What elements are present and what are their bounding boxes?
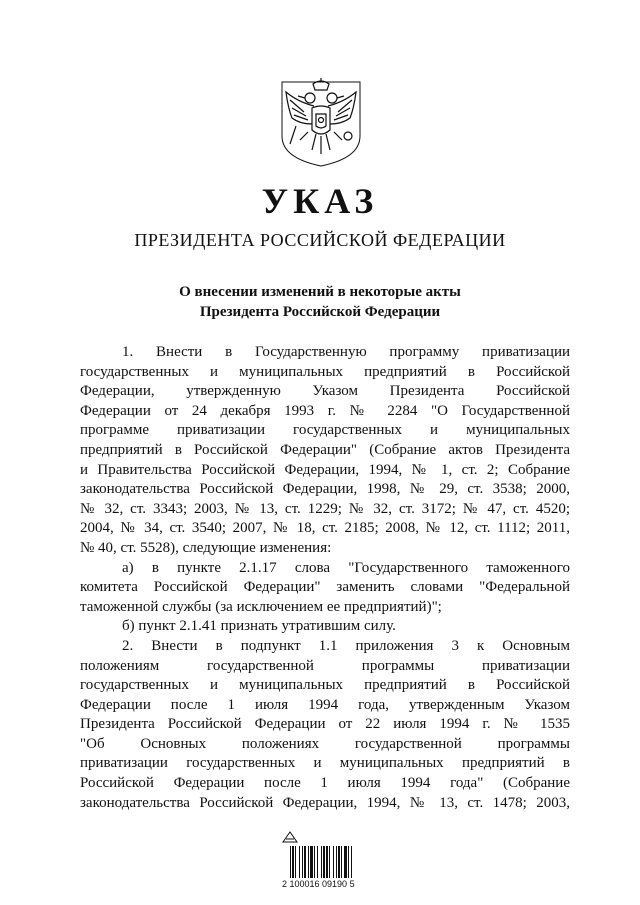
body-line: б) пункт 2.1.41 признать утратившим силу. — [122, 618, 396, 635]
barcode-bar — [326, 846, 328, 878]
body-line: 2004, № 34, ст. 3540; 2007, № 18, ст. 2185; 2008, № 12, ст. 1112; 2011, — [80, 520, 570, 537]
barcode-bar — [302, 846, 303, 878]
body-line: положениям государственной программы приватизации — [80, 657, 570, 674]
barcode-bar — [299, 846, 300, 878]
barcode-bar — [314, 846, 315, 878]
body-line: а) в пункте 2.1.17 слова "Государственного таможенного — [122, 559, 570, 576]
body-line: Президента Российской Федерации от 22 июля 1994 г. № 1535 — [80, 716, 570, 733]
barcode-bar — [295, 846, 296, 878]
body-line: государственных и муниципальных предприятий в Российской — [80, 677, 570, 694]
body-line: 1. Внести в Государственную программу приватизации — [122, 344, 570, 360]
body-line: государственных и муниципальных предприятий в Российской — [80, 363, 570, 380]
barcode-bar — [336, 846, 337, 878]
body-line: законодательства Российской Федерации, 1994, № 13, ст. 1478; 2003, — [80, 794, 570, 811]
document-title: УКАЗ — [261, 181, 379, 221]
heading-line: О внесении изменений в некоторые акты — [179, 284, 461, 300]
body-line: комитета Российской Федерации" заменить словами "Федеральной — [80, 579, 570, 596]
document-heading — [0, 282, 640, 322]
barcode-bar — [344, 846, 347, 878]
barcode-bar — [348, 846, 349, 878]
body-line: законодательства Российской Федерации, 1998, № 29, ст. 3538; 2000, — [80, 481, 570, 498]
body-line: Российской Федерации после 1 июля 1994 года" (Собрание — [80, 775, 570, 792]
barcode-icon — [290, 846, 372, 878]
body-line: № 32, ст. 3343; 2003, № 13, ст. 1229; № 32, ст. 3172; № 47, ст. 4520; — [80, 500, 570, 517]
barcode-bar — [304, 846, 306, 878]
barcode-bar — [310, 846, 313, 878]
document-footer — [282, 828, 372, 896]
body-line: № 40, ст. 5528), следующие изменения: — [80, 539, 332, 556]
barcode-number: 2 100016 09190 5 — [282, 879, 355, 889]
body-line: и Правительства Российской Федерации, 1994, № 1, ст. 2; Собрание — [80, 461, 570, 478]
printer-mark-icon — [282, 830, 298, 844]
barcode-bar — [338, 846, 340, 878]
barcode-bar — [341, 846, 342, 878]
barcode-bar — [308, 846, 309, 878]
document-body — [80, 343, 570, 813]
barcode-bar — [317, 846, 318, 878]
barcode-bar — [290, 846, 291, 878]
barcode-bar — [329, 846, 330, 878]
document-subtitle: ПРЕЗИДЕНТА РОССИЙСКОЙ ФЕДЕРАЦИИ — [134, 230, 506, 250]
barcode-bar — [323, 846, 325, 878]
barcode-bar — [351, 846, 352, 878]
body-line: предприятий в Российской Федерации" (Собрание актов Президента — [80, 441, 570, 458]
body-line: таможенной службы (за исключением ее предприятий)"; — [80, 598, 442, 615]
body-line: Федерации от 24 декабря 1993 г. № 2284 "О Государственной — [80, 402, 570, 419]
body-line: приватизации государственных и муниципальных предприятий в — [80, 755, 570, 772]
body-line: Федерации, утвержденную Указом Президента Российской — [80, 383, 570, 400]
barcode-bar — [292, 846, 294, 878]
coat-of-arms-emblem-icon — [278, 78, 364, 168]
barcode-bar — [333, 846, 334, 878]
body-line: "Об Основных положениях государственной программы — [80, 735, 570, 752]
barcode-bar — [321, 846, 322, 878]
heading-line: Президента Российской Федерации — [199, 304, 441, 320]
body-line: программе приватизации государственных и муниципальных — [80, 422, 570, 439]
body-line: Федерации после 1 июля 1994 года, утвержденным Указом — [80, 696, 570, 713]
body-line: 2. Внести в подпункт 1.1 приложения 3 к Основным — [122, 637, 570, 654]
